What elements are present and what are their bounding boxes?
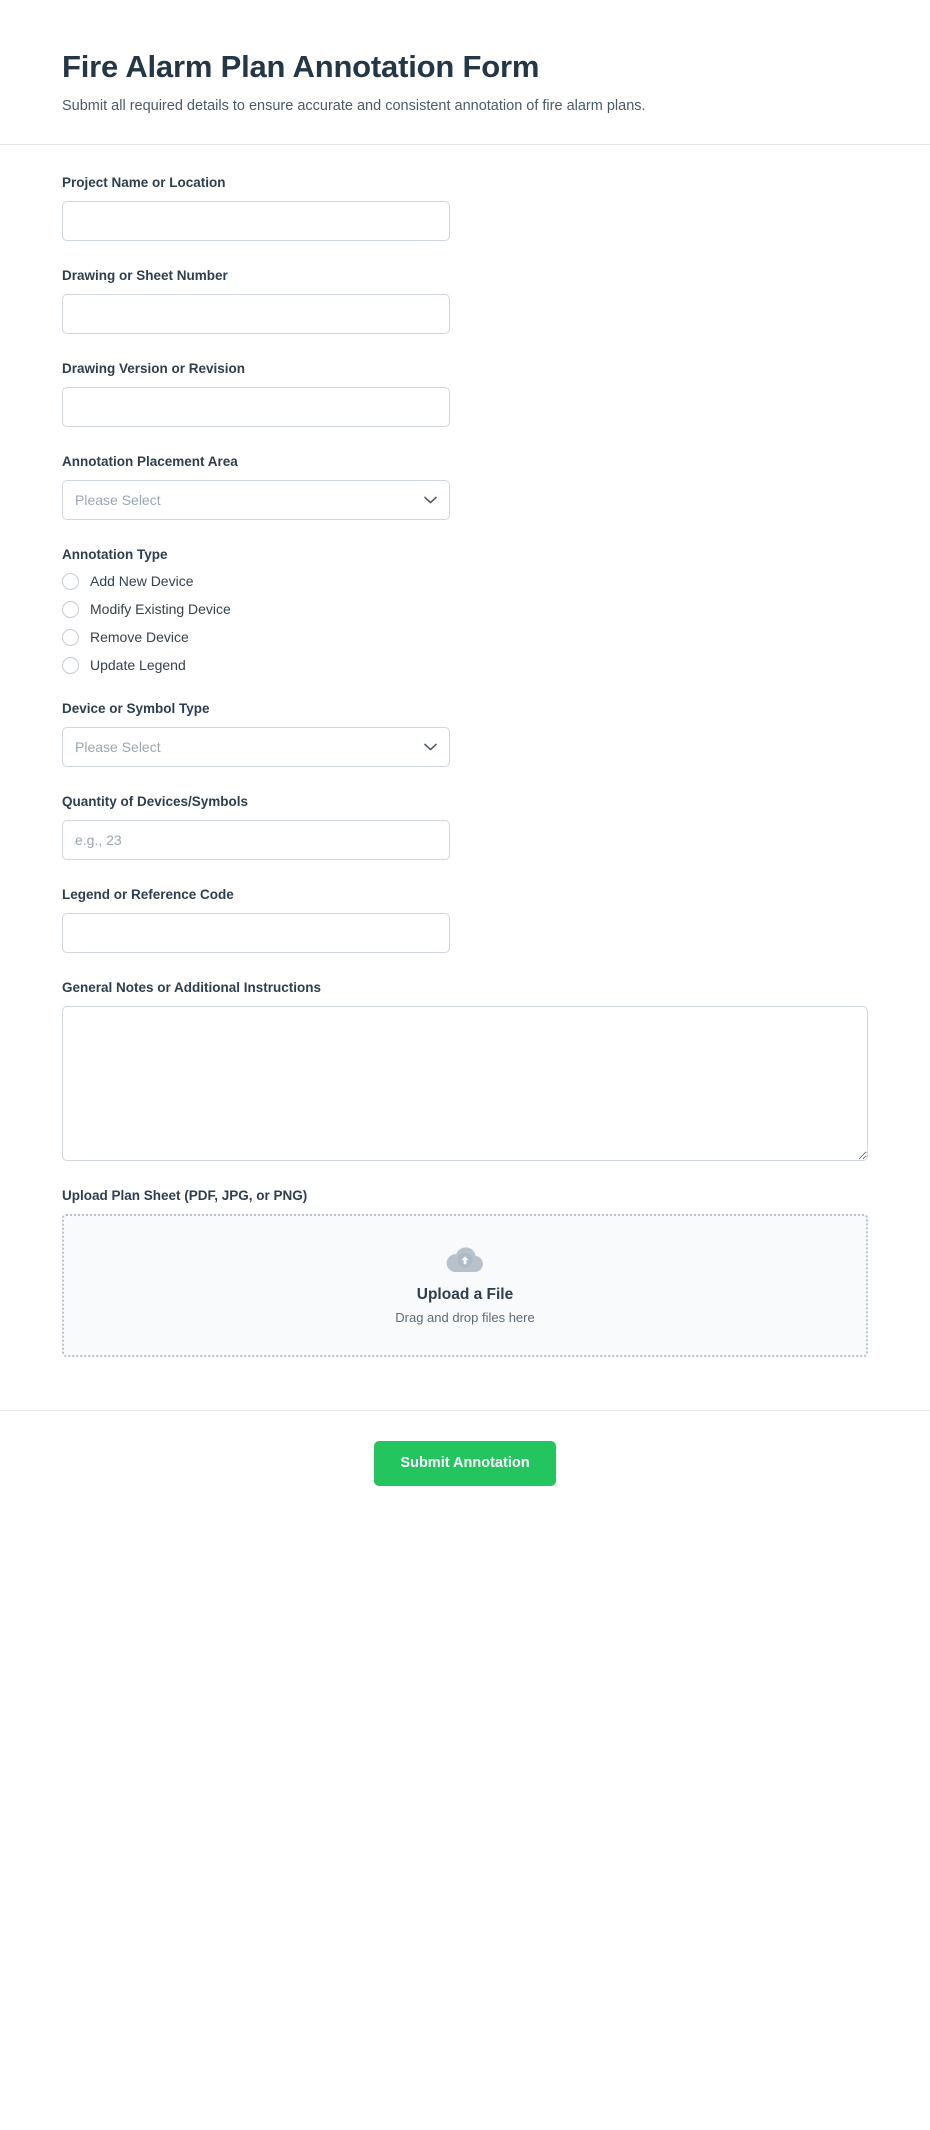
quantity-input[interactable] <box>62 820 450 860</box>
page-title: Fire Alarm Plan Annotation Form <box>62 49 540 84</box>
device-type-select[interactable]: Please Select <box>62 727 450 767</box>
sheet-number-label: Drawing or Sheet Number <box>62 267 228 283</box>
general-notes-textarea[interactable] <box>62 1006 868 1161</box>
quantity-label: Quantity of Devices/Symbols <box>62 793 249 809</box>
radio-option-modify-existing-device[interactable] <box>62 601 868 618</box>
radio-option-add-new-device[interactable] <box>62 573 868 590</box>
radio-label: Update Legend <box>90 657 186 674</box>
drawing-version-label: Drawing Version or Revision <box>62 360 246 376</box>
project-name-input[interactable] <box>62 201 450 241</box>
drawing-version-input[interactable] <box>62 387 450 427</box>
field-sheet-number <box>62 268 868 334</box>
radio-circle-icon <box>62 573 79 590</box>
field-general-notes <box>62 980 868 1161</box>
annotation-type-label: Annotation Type <box>62 546 168 562</box>
annotation-type-radio-group <box>62 573 868 674</box>
legend-code-input[interactable] <box>62 913 450 953</box>
upload-hint: Drag and drop files here <box>395 1310 535 1326</box>
upload-label: Upload Plan Sheet (PDF, JPG, or PNG) <box>62 1187 308 1203</box>
field-drawing-version <box>62 361 868 427</box>
field-project-name <box>62 175 868 241</box>
field-legend-code <box>62 887 868 953</box>
field-quantity <box>62 794 868 860</box>
radio-circle-icon <box>62 657 79 674</box>
legend-code-label: Legend or Reference Code <box>62 886 234 902</box>
cloud-upload-icon <box>444 1245 486 1275</box>
device-type-label: Device or Symbol Type <box>62 700 210 716</box>
device-type-select-wrap <box>62 727 450 767</box>
field-annotation-type <box>62 547 868 674</box>
field-placement-area <box>62 454 868 520</box>
form-body <box>0 145 930 1411</box>
radio-circle-icon <box>62 629 79 646</box>
placement-area-select-wrap <box>62 480 450 520</box>
radio-label: Add New Device <box>90 573 194 590</box>
placement-area-select[interactable]: Please Select <box>62 480 450 520</box>
project-name-label: Project Name or Location <box>62 174 226 190</box>
submit-button[interactable]: Submit Annotation <box>374 1441 555 1486</box>
file-upload-dropzone[interactable] <box>62 1214 868 1357</box>
field-device-type <box>62 701 868 767</box>
radio-option-update-legend[interactable] <box>62 657 868 674</box>
radio-label: Modify Existing Device <box>90 601 231 618</box>
placement-area-label: Annotation Placement Area <box>62 453 238 469</box>
radio-label: Remove Device <box>90 629 189 646</box>
radio-circle-icon <box>62 601 79 618</box>
form-header <box>0 0 930 145</box>
form-footer <box>0 1411 930 1526</box>
sheet-number-input[interactable] <box>62 294 450 334</box>
general-notes-label: General Notes or Additional Instructions <box>62 979 322 995</box>
upload-title: Upload a File <box>416 1286 514 1304</box>
radio-option-remove-device[interactable] <box>62 629 868 646</box>
page-subtitle: Submit all required details to ensure accurate and consistent annotation of fire alarm plans. <box>62 98 646 115</box>
field-upload <box>62 1188 868 1357</box>
